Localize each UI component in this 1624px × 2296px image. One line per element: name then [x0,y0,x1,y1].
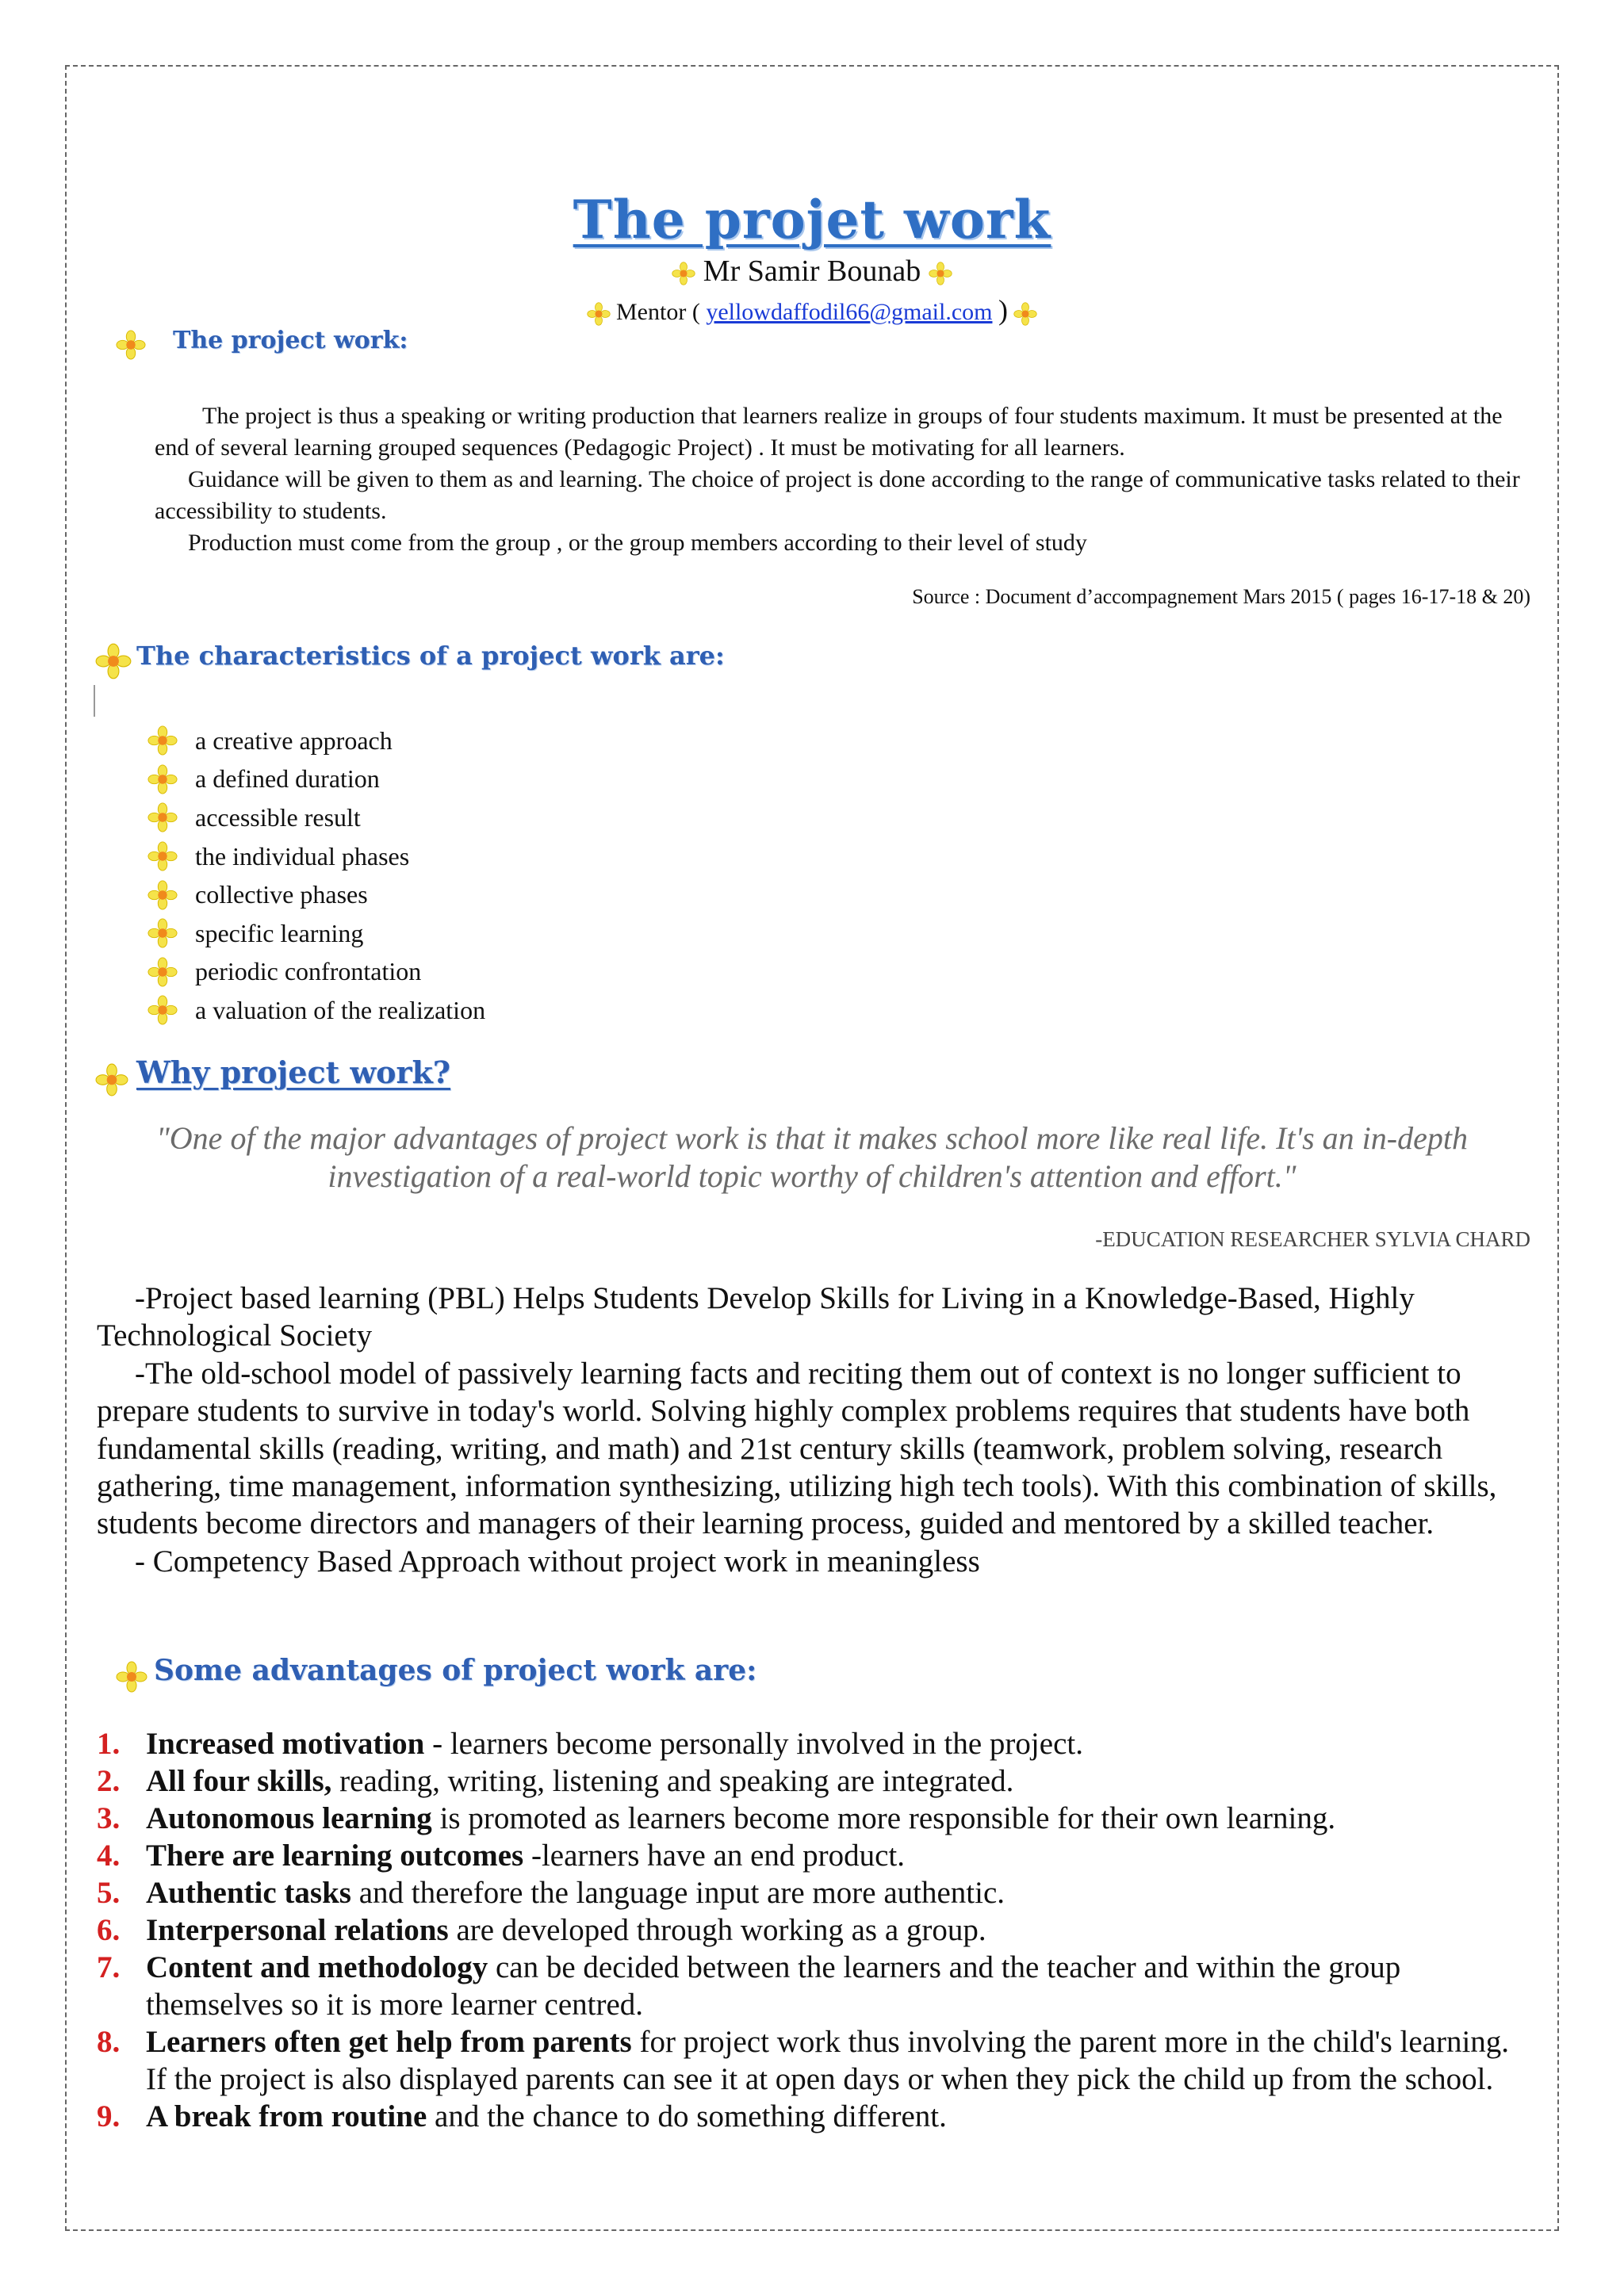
mentor-email-link[interactable]: yellowdaffodil66@gmail.com [706,299,993,325]
item-title: There are learning outcomes [146,1839,524,1873]
quote-attribution: -EDUCATION RESEARCHER SYLVIA CHARD [1095,1227,1530,1251]
characteristics-heading: The characteristics of a project work are: [136,641,725,671]
daffodil-icon [147,995,178,1025]
list-item [97,1874,1532,1911]
item-number: 7. [97,1950,121,1984]
daffodil-icon [95,643,132,679]
item-title: All four skills, [146,1764,332,1798]
item-number: 6. [97,1913,121,1947]
mentor-suffix: ) [998,294,1008,326]
item-text: can be decided between the learners and the teacher and within the group themselves so it is more learner centred. [146,1950,1401,2022]
list-item [147,721,485,760]
item-text: - learners become personally involved in the project. [424,1727,1083,1761]
item-title: A break from routine [146,2099,427,2133]
list-item [97,2098,1532,2135]
item-text: -learners have an end product. [523,1839,906,1873]
daffodil-icon [147,764,178,794]
daffodil-icon [147,880,178,910]
pbl-paragraph: -The old-school model of passively learning facts and reciting them out of context is no longer sufficient to prepare students to survive in today's world. Solving highly complex problems requires that students have both fundamental skills (reading, writing, and math) and 21st century skills (teamwork, problem solving, research gathering, time management, information synthesizing, utilizing high tech tools). With this combination of skills, students become directors and managers of their learning process, guided and mentored by a skilled teacher. [97,1356,1497,1541]
mentor-line [0,293,1624,327]
intro-body [155,400,1534,559]
list-item [97,1949,1532,2023]
list-item [97,2023,1532,2098]
item-number: 2. [97,1764,121,1798]
item-text: reading, writing, listening and speaking are integrated. [331,1764,1014,1798]
list-item-label: accessible result [195,802,361,832]
list-item [97,1837,1532,1874]
item-title: Interpersonal relations [146,1913,449,1947]
list-item [147,798,485,837]
daffodil-icon [672,262,695,285]
list-item [147,914,485,953]
why-heading: Why project work? [136,1054,451,1090]
list-item-label: a creative approach [195,725,393,755]
author-name: Mr Samir Bounab [703,254,921,288]
intro-paragraph: Production must come from the group , or the group members according to their level of study [188,530,1087,556]
item-number: 8. [97,2025,121,2059]
advantages-heading-row [116,1654,756,1693]
list-item [147,837,485,876]
list-item [147,953,485,992]
daffodil-icon [147,918,178,948]
list-item [147,875,485,914]
list-item-label: collective phases [195,880,368,909]
daffodil-icon [147,802,178,832]
list-item [97,1800,1532,1837]
list-item [147,991,485,1030]
list-item-label: periodic confrontation [195,957,422,986]
daffodil-icon [587,302,611,326]
item-title: Increased motivation [146,1727,425,1761]
list-item-label: a valuation of the realization [195,995,486,1024]
daffodil-icon [116,1661,147,1693]
intro-heading: The project work: [173,327,408,354]
intro-paragraph: The project is thus a speaking or writing production that learners realize in groups of four students maximum. It must be presented at the end of several learning grouped sequences (Pedagogic Project) . It must be motivating for all learners. [155,403,1503,461]
list-item [97,1725,1532,1762]
list-item [97,1911,1532,1949]
daffodil-icon [929,262,952,285]
advantages-heading: Some advantages of project work are: [154,1654,757,1687]
author-line [0,254,1624,289]
item-number: 5. [97,1876,121,1910]
daffodil-icon [147,841,178,871]
mentor-prefix: Mentor ( [616,299,700,325]
daffodil-icon [1013,302,1037,326]
characteristics-heading-row [95,641,725,679]
item-text: are developed through working as a group. [448,1913,986,1947]
item-title: Content and methodology [146,1950,488,1984]
item-title: Learners often get help from parents [146,2025,632,2059]
page-title: The projet work [573,189,1051,251]
pbl-body [97,1280,1532,1580]
item-title: Autonomous learning [146,1801,432,1835]
item-text: and the chance to do something different. [427,2099,947,2133]
daffodil-icon [95,1063,128,1096]
item-text: and therefore the language input are more authentic. [350,1876,1005,1910]
daffodil-icon [147,725,178,756]
text-cursor [94,685,95,717]
quote: "One of the major advantages of project work is that it makes school more like real life. It's an in-depth investigation of a real-world topic worthy of children's attention and effort." [156,1120,1468,1194]
item-number: 4. [97,1839,121,1873]
characteristics-list [147,721,485,1030]
intro-paragraph: Guidance will be given to them as and learning. The choice of project is done according to the range of communicative tasks related to their accessibility to students. [155,466,1520,524]
list-item-label: specific learning [195,918,364,947]
advantages-list [97,1725,1532,2135]
item-number: 3. [97,1801,121,1835]
daffodil-icon [116,330,146,360]
list-item-label: a defined duration [195,764,380,794]
pbl-paragraph: -Project based learning (PBL) Helps Students Develop Skills for Living in a Knowledge-Based, Highly Technological Society [97,1281,1415,1353]
item-number: 1. [97,1727,121,1761]
item-title: Authentic tasks [146,1876,351,1910]
list-item [147,760,485,799]
source-citation: Source : Document d’accompagnement Mars 2015 ( pages 16-17-18 & 20) [912,585,1530,608]
daffodil-icon [147,957,178,987]
list-item [97,1762,1532,1800]
item-number: 9. [97,2099,121,2133]
pbl-paragraph: - Competency Based Approach without project work in meaningless [135,1544,980,1578]
why-heading-row [95,1054,450,1096]
intro-heading-row [116,327,408,360]
item-text: is promoted as learners become more responsible for their own learning. [431,1801,1336,1835]
item-text: for project work thus involving the parent more in the child's learning. If the project is also displayed parents can see it at open days or when they pick the child up from the school. [146,2025,1510,2096]
list-item-label: the individual phases [195,841,410,871]
